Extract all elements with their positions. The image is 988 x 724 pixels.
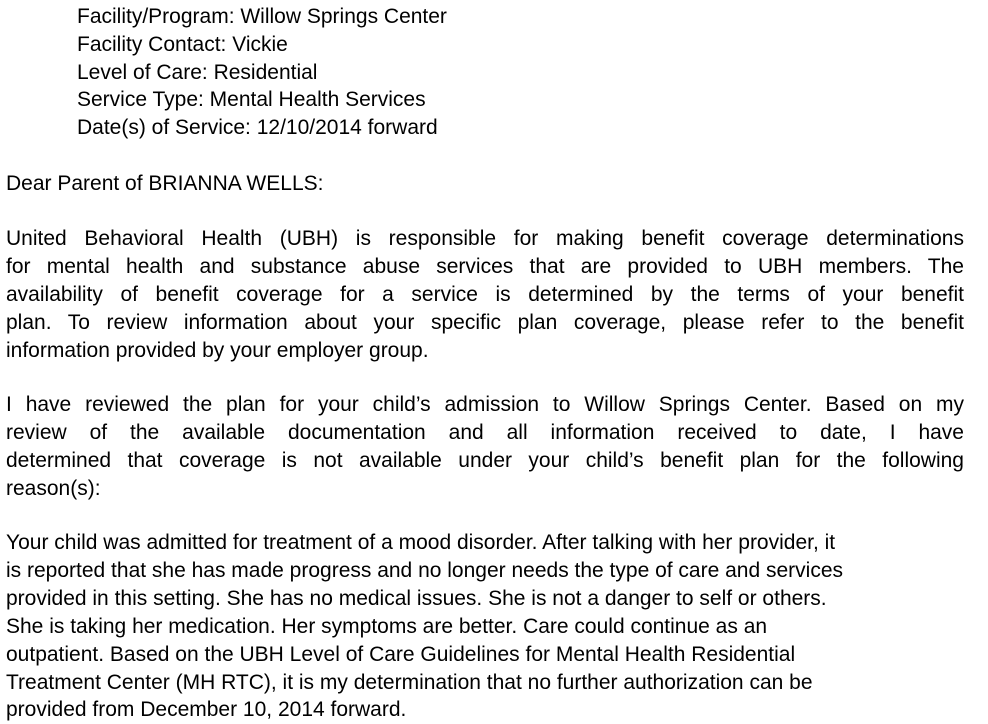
paragraph-line: availability of benefit coverage for a service is determined by the terms of your benefit <box>6 282 964 306</box>
paragraph-line: Your child was admitted for treatment of a mood disorder. After talking with her provider, it <box>6 531 836 554</box>
paragraph-line: She is taking her medication. Her symptoms are better. Care could continue as an <box>6 614 768 638</box>
paragraph-line: plan. To review information about your specific plan coverage, please refer to the benefit <box>6 310 964 334</box>
service-details-block <box>77 3 447 142</box>
paragraph-line: Treatment Center (MH RTC), it is my determination that no further authorization can be <box>6 670 813 694</box>
facility-contact-line: Facility Contact: Vickie <box>77 32 288 56</box>
facility-program-line: Facility/Program: Willow Springs Center <box>77 5 447 28</box>
level-of-care-line: Level of Care: Residential <box>77 60 318 84</box>
paragraph-line: provided in this setting. She has no medical issues. She is not a danger to self or others. <box>6 586 827 610</box>
dates-of-service-line: Date(s) of Service: 12/10/2014 forward <box>77 116 438 140</box>
service-type-line: Service Type: Mental Health Services <box>77 88 426 112</box>
paragraph-line: information provided by your employer group. <box>6 338 429 362</box>
paragraph-line: review of the available documentation and all information received to date, I have <box>6 420 964 444</box>
paragraph-line: reason(s): <box>6 476 101 500</box>
paragraph-coverage-responsibility <box>6 225 964 365</box>
paragraph-review-determination <box>6 391 964 503</box>
paragraph-line: provided from December 10, 2014 forward. <box>6 698 407 722</box>
paragraph-line: is reported that she has made progress and no longer needs the type of care and services <box>6 558 844 582</box>
salutation: Dear Parent of BRIANNA WELLS: <box>6 172 324 195</box>
paragraph-line: United Behavioral Health (UBH) is responsible for making benefit coverage determinations <box>6 227 964 250</box>
paragraph-line: outpatient. Based on the UBH Level of Care Guidelines for Mental Health Residential <box>6 642 796 666</box>
paragraph-line: for mental health and substance abuse services that are provided to UBH members. The <box>6 254 964 278</box>
paragraph-line: I have reviewed the plan for your child’s admission to Willow Springs Center. Based on my <box>6 393 964 416</box>
paragraph-line: determined that coverage is not available under your child’s benefit plan for the following <box>6 448 964 472</box>
paragraph-reasons <box>6 529 964 724</box>
